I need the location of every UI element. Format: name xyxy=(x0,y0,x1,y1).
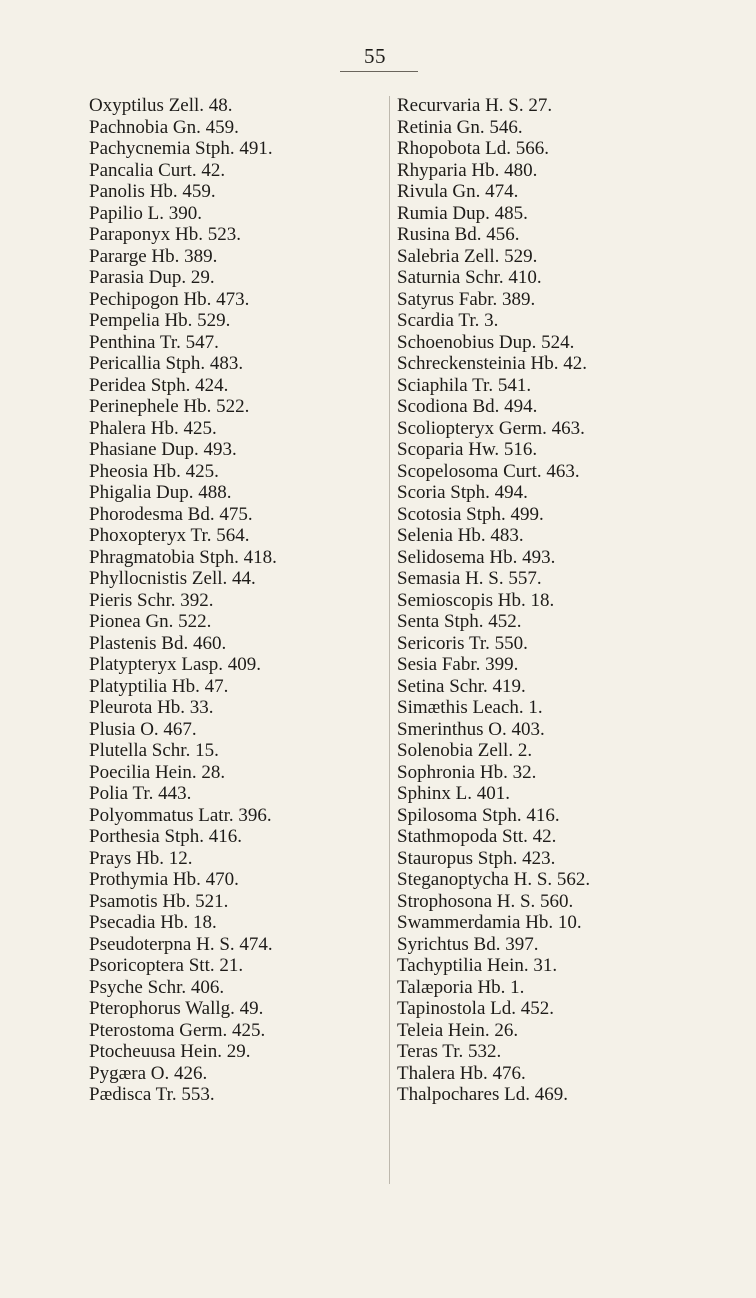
index-entry: Peridea Stph. 424. xyxy=(89,374,229,396)
index-entry: Sophronia Hb. 32. xyxy=(397,761,537,783)
index-entry: Simæthis Leach. 1. xyxy=(397,697,543,718)
index-entry: Pancalia Curt. 42. xyxy=(89,159,226,181)
index-entry: Schreckensteinia Hb. 42. xyxy=(397,353,587,374)
index-entry: Plusia O. 467. xyxy=(89,718,197,740)
index-entry: Phragmatobia Stph. 418. xyxy=(89,546,277,568)
index-entry: Platyptilia Hb. 47. xyxy=(89,675,229,697)
index-entry: Phorodesma Bd. 475. xyxy=(89,503,253,525)
index-column-right xyxy=(397,95,590,1106)
index-entry: Sesia Fabr. 399. xyxy=(397,654,519,675)
index-entry: Scardia Tr. 3. xyxy=(397,310,499,331)
index-entry: Phoxopteryx Tr. 564. xyxy=(89,525,250,546)
index-entry: Pseudoterpna H. S. 474. xyxy=(89,933,273,955)
index-entry: Pædisca Tr. 553. xyxy=(89,1084,215,1105)
index-entry: Tachyptilia Hein. 31. xyxy=(397,955,558,976)
index-entry: Prothymia Hb. 470. xyxy=(89,869,239,890)
index-entry: Rhyparia Hb. 480. xyxy=(397,159,538,181)
index-entry: Rhopobota Ld. 566. xyxy=(397,138,549,159)
index-entry: Setina Schr. 419. xyxy=(397,675,526,697)
index-entry: Thalpochares Ld. 469. xyxy=(397,1084,568,1105)
index-entry: Pterophorus Wallg. 49. xyxy=(89,998,264,1019)
index-entry: Phasiane Dup. 493. xyxy=(89,439,237,460)
index-entry: Rusina Bd. 456. xyxy=(397,224,520,245)
index-entry: Semasia H. S. 557. xyxy=(397,568,542,589)
index-entry: Poecilia Hein. 28. xyxy=(89,761,226,783)
index-entry: Pericallia Stph. 483. xyxy=(89,353,244,374)
index-entry: Senta Stph. 452. xyxy=(397,611,522,632)
index-entry: Teras Tr. 532. xyxy=(397,1041,502,1062)
index-entry: Phyllocnistis Zell. 44. xyxy=(89,568,256,589)
index-entry: Panolis Hb. 459. xyxy=(89,181,216,202)
index-entry: Oxyptilus Zell. 48. xyxy=(89,95,233,116)
page-number: 55 xyxy=(364,44,386,68)
index-entry: Satyrus Fabr. 389. xyxy=(397,288,536,310)
index-entry: Phigalia Dup. 488. xyxy=(89,482,232,503)
index-entry: Porthesia Stph. 416. xyxy=(89,826,243,847)
index-entry: Scodiona Bd. 494. xyxy=(397,396,538,417)
index-entry: Psyche Schr. 406. xyxy=(89,976,225,998)
index-entry: Papilio L. 390. xyxy=(89,202,202,224)
index-entry: Steganoptycha H. S. 562. xyxy=(397,869,591,890)
index-entry: Smerinthus O. 403. xyxy=(397,718,545,740)
index-entry: Pempelia Hb. 529. xyxy=(89,310,231,331)
index-column-left xyxy=(89,95,277,1106)
index-entry: Schoenobius Dup. 524. xyxy=(397,331,575,353)
index-entry: Pterostoma Germ. 425. xyxy=(89,1019,266,1041)
index-entry: Parasia Dup. 29. xyxy=(89,267,215,288)
index-entry: Sphinx L. 401. xyxy=(397,783,510,804)
index-entry: Pachycnemia Stph. 491. xyxy=(89,138,273,159)
index-entry: Teleia Hein. 26. xyxy=(397,1019,519,1041)
index-entry: Tapinostola Ld. 452. xyxy=(397,998,554,1019)
index-entry: Phalera Hb. 425. xyxy=(89,417,217,439)
index-entry: Pygæra O. 426. xyxy=(89,1062,208,1084)
index-entry: Rumia Dup. 485. xyxy=(397,202,528,224)
index-entry: Paraponyx Hb. 523. xyxy=(89,224,241,245)
index-entry: Penthina Tr. 547. xyxy=(89,331,219,353)
index-entry: Semioscopis Hb. 18. xyxy=(397,589,555,611)
index-entry: Plastenis Bd. 460. xyxy=(89,632,227,654)
index-entry: Psamotis Hb. 521. xyxy=(89,890,229,912)
index-entry: Scoparia Hw. 516. xyxy=(397,439,538,460)
column-divider xyxy=(389,96,390,1184)
index-entry: Saturnia Schr. 410. xyxy=(397,267,542,288)
index-entry: Polyommatus Latr. 396. xyxy=(89,804,272,826)
index-entry: Retinia Gn. 546. xyxy=(397,116,523,138)
index-entry: Scoria Stph. 494. xyxy=(397,482,528,503)
index-entry: Swammerdamia Hb. 10. xyxy=(397,912,582,933)
index-entry: Recurvaria H. S. 27. xyxy=(397,95,553,116)
index-entry: Solenobia Zell. 2. xyxy=(397,740,533,761)
index-entry: Stauropus Stph. 423. xyxy=(397,847,556,869)
index-entry: Pieris Schr. 392. xyxy=(89,589,214,611)
index-entry: Pheosia Hb. 425. xyxy=(89,460,219,482)
index-entry: Pleurota Hb. 33. xyxy=(89,697,214,718)
index-entry: Scotosia Stph. 499. xyxy=(397,503,544,525)
index-entry: Plutella Schr. 15. xyxy=(89,740,219,761)
index-entry: Pionea Gn. 522. xyxy=(89,611,212,632)
index-entry: Stathmopoda Stt. 42. xyxy=(397,826,557,847)
index-entry: Talæporia Hb. 1. xyxy=(397,976,525,998)
index-entry: Platypteryx Lasp. 409. xyxy=(89,654,262,675)
index-entry: Scoliopteryx Germ. 463. xyxy=(397,417,585,439)
index-entry: Selidosema Hb. 493. xyxy=(397,546,556,568)
index-entry: Pachnobia Gn. 459. xyxy=(89,116,239,138)
index-entry: Selenia Hb. 483. xyxy=(397,525,524,546)
index-entry: Thalera Hb. 476. xyxy=(397,1062,526,1084)
index-entry: Psecadia Hb. 18. xyxy=(89,912,217,933)
index-entry: Rivula Gn. 474. xyxy=(397,181,519,202)
index-entry: Scopelosoma Curt. 463. xyxy=(397,460,580,482)
index-entry: Psoricoptera Stt. 21. xyxy=(89,955,244,976)
index-entry: Salebria Zell. 529. xyxy=(397,245,538,267)
index-entry: Prays Hb. 12. xyxy=(89,847,193,869)
index-entry: Pechipogon Hb. 473. xyxy=(89,288,250,310)
index-entry: Syrichtus Bd. 397. xyxy=(397,933,539,955)
index-entry: Polia Tr. 443. xyxy=(89,783,192,804)
index-entry: Sericoris Tr. 550. xyxy=(397,632,528,654)
index-entry: Ptocheuusa Hein. 29. xyxy=(89,1041,251,1062)
index-entry: Sciaphila Tr. 541. xyxy=(397,374,532,396)
index-entry: Spilosoma Stph. 416. xyxy=(397,804,560,826)
index-entry: Perinephele Hb. 522. xyxy=(89,396,250,417)
page-number-rule xyxy=(340,71,418,72)
index-entry: Pararge Hb. 389. xyxy=(89,245,218,267)
index-entry: Strophosona H. S. 560. xyxy=(397,890,574,912)
